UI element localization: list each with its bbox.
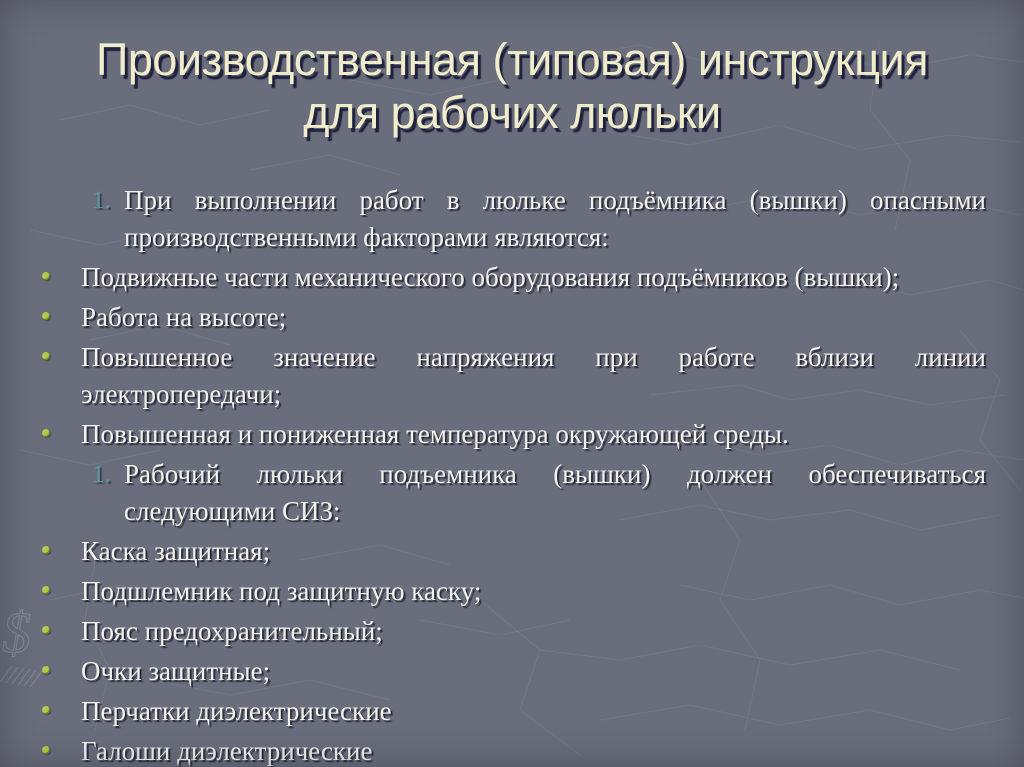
bullet-icon xyxy=(42,706,50,714)
list-item-text: Подшлемник под защитную каску; xyxy=(81,576,482,606)
list-item-text: Очки защитные; xyxy=(81,656,271,686)
slide-body xyxy=(40,182,986,767)
list-item-text: Галоши диэлектрические xyxy=(81,736,373,766)
list-item-bullet xyxy=(40,259,986,296)
list-item-bullet xyxy=(40,693,986,730)
list-item-text: Повышенная и пониженная температура окружающей среды. xyxy=(81,419,789,449)
svg-text:$: $ xyxy=(2,600,31,665)
list-item-bullet xyxy=(40,653,986,690)
list-item-text: Подвижные части механического оборудования подъёмников (вышки); xyxy=(81,262,900,292)
list-item-bullet xyxy=(40,339,986,413)
list-item-text: Рабочий люльки подъемника (вышки) должен обеспечиваться следующими СИЗ: xyxy=(124,459,986,526)
bullet-icon xyxy=(42,272,50,280)
list-item-text: Пояс предохранительный; xyxy=(81,616,383,646)
list-item-text: При выполнении работ в люльке подъёмника (вышки) опасными производственными факторами являются: xyxy=(124,185,986,252)
bullet-icon xyxy=(42,626,50,634)
slide-title-line-1: Производственная (типовая) инструкция xyxy=(96,34,928,85)
list-item-text: Повышенное значение напряжения при работе вблизи линии электропередачи; xyxy=(81,342,986,409)
bullet-icon xyxy=(42,746,50,754)
list-item-bullet xyxy=(40,533,986,570)
list-item-bullet xyxy=(40,573,986,610)
list-item-numbered xyxy=(40,182,986,256)
bullet-icon xyxy=(42,586,50,594)
list-item-number: 1. xyxy=(92,187,111,214)
bullet-icon xyxy=(42,352,50,360)
list-item-numbered xyxy=(40,456,986,530)
bullet-icon xyxy=(42,312,50,320)
list-item-bullet xyxy=(40,613,986,650)
bullet-icon xyxy=(42,429,50,437)
slide-title xyxy=(20,33,1004,139)
list-item-bullet xyxy=(40,733,986,767)
slide-title-line-2: для рабочих люльки xyxy=(303,87,721,138)
watermark-glyph xyxy=(0,600,42,687)
list-item-bullet xyxy=(40,416,986,453)
list-item-text: Работа на высоте; xyxy=(81,302,287,332)
list-item-number: 1. xyxy=(92,461,111,488)
list-item-bullet xyxy=(40,299,986,336)
list-item-text: Перчатки диэлектрические xyxy=(81,696,392,726)
bullet-icon xyxy=(42,666,50,674)
list-item-text: Каска защитная; xyxy=(81,536,271,566)
bullet-icon xyxy=(42,546,50,554)
